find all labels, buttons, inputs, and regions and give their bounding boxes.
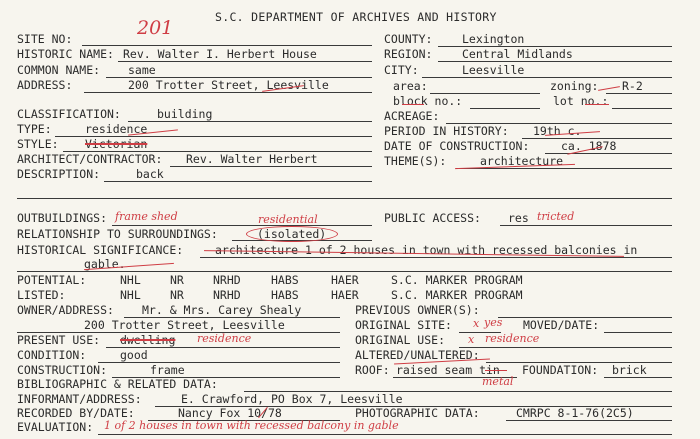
handwritten-present-use: residence (197, 332, 252, 345)
handwritten-original-site-mark: x (473, 317, 480, 330)
period-value: 19th c. (533, 124, 582, 138)
photographic-value: CMRPC 8-1-76(2C5) (516, 406, 634, 420)
evaluation-line (98, 434, 672, 435)
zoning-value: R-2 (622, 79, 643, 93)
block-no-label: block no.: (393, 94, 463, 108)
common-name-value: same (128, 63, 156, 77)
owner-value: Mr. & Mrs. Carey Shealy (142, 303, 302, 317)
condition-label: CONDITION: (17, 348, 87, 362)
listed-nrhd: NRHD (213, 288, 241, 302)
acreage-label: ACREAGE: (384, 109, 440, 123)
altered-label: ALTERED/UNALTERED: (355, 348, 480, 362)
listed-label: LISTED: (17, 288, 66, 302)
themes-label: THEME(S): (384, 154, 447, 168)
roof-strike-mark (485, 370, 507, 371)
condition-value: good (120, 348, 148, 362)
architect-value: Rev. Walter Herbert (186, 152, 318, 166)
listed-marker: S.C. MARKER PROGRAM (391, 288, 523, 302)
roof-label: ROOF: (355, 363, 390, 377)
area-label: area: (393, 79, 428, 93)
site-no-label: SITE NO: (17, 32, 73, 46)
significance-line-1 (200, 257, 672, 258)
public-access-value: res (508, 211, 529, 225)
relationship-circle-mark (246, 226, 338, 242)
original-site-label: ORIGINAL SITE: (355, 318, 452, 332)
themes-value: architecture (480, 154, 564, 168)
construction-value: frame (150, 363, 185, 377)
classification-value: building (157, 107, 213, 121)
handwritten-outbuildings-2: residential (258, 213, 318, 226)
construction-label: CONSTRUCTION: (17, 363, 108, 377)
lot-mark (585, 104, 609, 105)
present-use-label: PRESENT USE: (17, 333, 101, 347)
potential-haer: HAER (331, 273, 359, 287)
block-mark (402, 104, 424, 105)
present-use-value: dwelling (120, 333, 176, 347)
historic-name-label: HISTORIC NAME: (17, 47, 114, 61)
moved-date-label: MOVED/DATE: (523, 318, 600, 332)
foundation-label: FOUNDATION: (522, 363, 599, 377)
architect-label: ARCHITECT/CONTRACTOR: (17, 152, 163, 166)
significance-value-2: gable. (84, 257, 126, 271)
address-label: ADDRESS: (17, 78, 73, 92)
condition-line (98, 362, 340, 363)
informant-value: E. Crawford, PO Box 7, Leesville (181, 392, 403, 406)
handwritten-outbuildings-1: frame shed (115, 210, 178, 223)
roof-value: raised seam tin (396, 363, 500, 377)
handwritten-roof: metal (482, 375, 514, 388)
listed-haer: HAER (331, 288, 359, 302)
significance-line-2 (17, 271, 672, 272)
public-access-label: PUBLIC ACCESS: (384, 211, 481, 225)
potential-nr: NR (170, 273, 184, 287)
site-no-line (82, 45, 372, 46)
outbuildings-label: OUTBUILDINGS: (17, 211, 108, 225)
type-label: TYPE: (17, 122, 52, 136)
address-line (84, 92, 372, 93)
description-label: DESCRIPTION: (17, 167, 101, 181)
classification-label: CLASSIFICATION: (17, 107, 121, 121)
foundation-value: brick (612, 363, 647, 377)
photographic-label: PHOTOGRAPHIC DATA: (355, 406, 480, 420)
original-use-line (459, 347, 672, 348)
photographic-line (506, 420, 672, 421)
historic-name-line (118, 61, 372, 62)
lot-no-label: lot no.: (553, 94, 609, 108)
zoning-line (606, 93, 672, 94)
potential-label: POTENTIAL: (17, 273, 87, 287)
listed-habs: HABS (271, 288, 299, 302)
significance-value-1: architecture 1 of 2 houses in town with recessed balconies in (215, 243, 638, 257)
region-label: REGION: (384, 47, 433, 61)
zoning-label: zoning: (550, 79, 599, 93)
region-value: Central Midlands (462, 47, 573, 61)
outbuildings-line (112, 225, 372, 226)
style-label: STYLE: (17, 137, 59, 151)
handwritten-original-use: residence (485, 332, 540, 345)
bibliographic-label: BIBLIOGRAPHIC & RELATED DATA: (17, 377, 218, 391)
handwritten-public-access: tricted (537, 210, 575, 223)
city-label: CITY: (384, 63, 419, 77)
public-access-line (500, 225, 672, 226)
description-line (104, 181, 372, 182)
historic-name-value: Rev. Walter I. Herbert House (123, 47, 317, 61)
listed-nr: NR (170, 288, 184, 302)
previous-owner-label: PREVIOUS OWNER(S): (355, 303, 480, 317)
type-value: residence (85, 122, 148, 136)
owner-label: OWNER/ADDRESS: (17, 303, 114, 317)
zoning-mark (598, 86, 620, 91)
potential-habs: HABS (271, 273, 299, 287)
county-value: Lexington (462, 32, 525, 46)
potential-nrhd: NRHD (213, 273, 241, 287)
listed-nhl: NHL (120, 288, 141, 302)
classification-line (128, 121, 372, 122)
common-name-label: COMMON NAME: (17, 63, 101, 77)
description-value: back (136, 167, 164, 181)
style-value: Victorian (85, 137, 148, 151)
period-label: PERIOD IN HISTORY: (384, 124, 509, 138)
handwritten-original-use-mark: x (468, 333, 475, 346)
city-value: Leesville (462, 63, 525, 77)
potential-marker: S.C. MARKER PROGRAM (391, 273, 523, 287)
potential-nhl: NHL (120, 273, 141, 287)
city-line (422, 77, 672, 78)
informant-label: INFORMANT/ADDRESS: (17, 392, 142, 406)
description-line-2 (17, 198, 672, 199)
date-construction-line (545, 153, 672, 154)
recorded-label: RECORDED BY/DATE: (17, 406, 135, 420)
significance-label: HISTORICAL SIGNIFICANCE: (17, 243, 184, 257)
architect-line (170, 166, 372, 167)
recorded-value: Nancy Fox 10/78 (178, 406, 282, 420)
address-value: 200 Trotter Street, Leesville (128, 78, 329, 92)
date-construction-label: DATE OF CONSTRUCTION: (384, 139, 530, 153)
owner-address-value: 200 Trotter Street, Leesville (84, 318, 285, 332)
handwritten-site-no: 201 (137, 17, 174, 39)
block-no-line (470, 108, 540, 109)
relationship-value: (isolated) (257, 227, 327, 241)
relationship-label: RELATIONSHIP TO SURROUNDINGS: (17, 227, 218, 241)
original-use-label: ORIGINAL USE: (355, 333, 446, 347)
county-label: COUNTY: (384, 32, 433, 46)
handwritten-evaluation: 1 of 2 houses in town with recessed balcony in gable (104, 419, 399, 432)
evaluation-label: EVALUATION: (17, 420, 94, 434)
region-line (438, 61, 672, 62)
handwritten-original-site: yes (484, 316, 503, 329)
lot-no-line (612, 108, 672, 109)
foundation-line (604, 377, 672, 378)
form-header: S.C. DEPARTMENT OF ARCHIVES AND HISTORY (215, 10, 497, 24)
moved-date-line (604, 332, 672, 333)
themes-line (456, 168, 672, 169)
date-construction-value: ca. 1878 (561, 139, 617, 153)
